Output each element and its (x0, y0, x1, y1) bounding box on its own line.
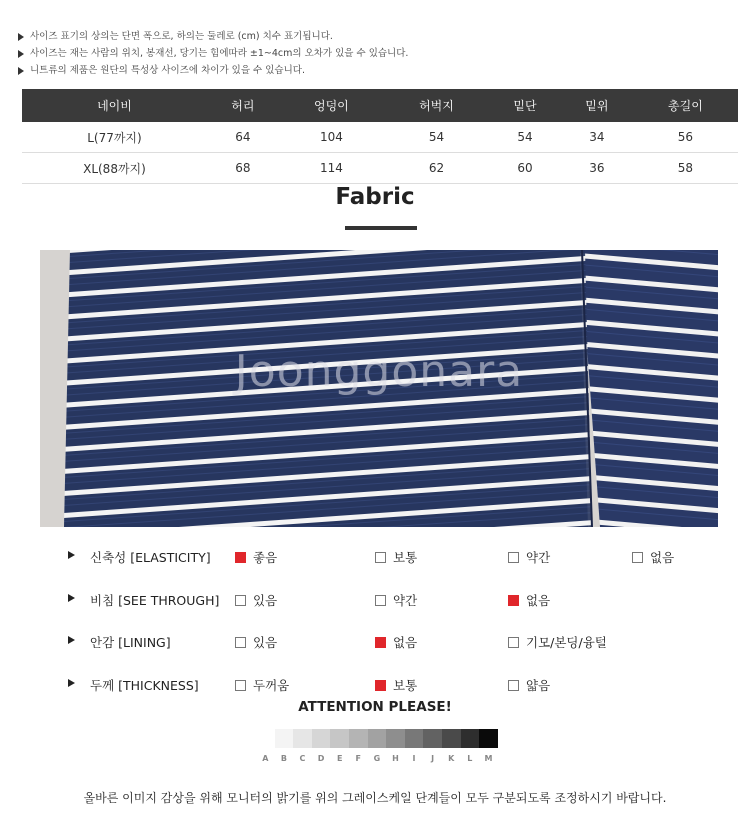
gray-letter: G (373, 754, 381, 763)
checkbox-icon (235, 595, 246, 606)
property-row (0, 674, 750, 694)
checked-box-icon (375, 680, 386, 691)
option-label: 보통 (393, 550, 418, 565)
option-label: 좋음 (253, 550, 278, 565)
table-cell: 114 (279, 153, 384, 184)
property-label: 신축성 [ELASTICITY] (90, 550, 211, 565)
table-cell: 62 (384, 153, 489, 184)
property-option (235, 591, 277, 609)
property-row (0, 589, 750, 609)
size-label: XL(88까지) (22, 153, 207, 184)
table-cell: 64 (207, 122, 279, 153)
fabric-photo (40, 250, 718, 527)
gray-swatch (386, 729, 405, 748)
property-option (375, 676, 417, 694)
property-option (375, 548, 417, 566)
property-option (375, 633, 417, 651)
gray-swatch (256, 729, 275, 748)
gray-swatch (349, 729, 368, 748)
size-table (22, 89, 738, 184)
property-option (235, 633, 277, 651)
property-option (235, 548, 277, 566)
gray-swatch (275, 729, 294, 748)
property-option (632, 548, 674, 566)
option-label: 약간 (526, 550, 551, 565)
table-row (22, 122, 738, 153)
table-cell: 54 (489, 122, 561, 153)
grayscale-strip (256, 729, 498, 748)
property-row (0, 631, 750, 651)
checked-box-icon (235, 552, 246, 563)
property-label: 비침 [SEE THROUGH] (90, 593, 220, 608)
arrow-icon (68, 594, 75, 602)
gray-letter: H (392, 754, 399, 763)
property-option (508, 633, 607, 651)
property-row (0, 546, 750, 566)
table-cell: 36 (561, 153, 633, 184)
gray-swatch (312, 729, 331, 748)
option-label: 있음 (253, 593, 278, 608)
note-item: 니트류의 제품은 원단의 특성상 사이즈에 차이가 있을 수 있습니다. (18, 62, 408, 79)
gray-letter: K (448, 754, 455, 763)
option-label: 두꺼움 (253, 678, 290, 693)
note-item: 사이즈는 재는 사람의 위치, 봉재선, 당기는 힘에따라 ±1~4cm의 오차가 있을 수 있습니다. (18, 45, 408, 62)
option-label: 없음 (393, 635, 418, 650)
column-header: 허리 (207, 89, 279, 122)
option-label: 보통 (393, 678, 418, 693)
property-option (375, 591, 417, 609)
watermark-text: Joonggonara (234, 346, 524, 397)
option-label: 얇음 (526, 678, 551, 693)
attention-heading: ATTENTION PLEASE! (298, 699, 452, 715)
gray-swatch (293, 729, 312, 748)
option-label: 없음 (650, 550, 675, 565)
gray-swatch (461, 729, 480, 748)
size-notes (18, 28, 408, 79)
gray-letter: F (355, 754, 361, 763)
property-option (508, 548, 550, 566)
grayscale-letters (256, 754, 498, 763)
checkbox-icon (375, 552, 386, 563)
gray-swatch (330, 729, 349, 748)
property-option (235, 676, 289, 694)
column-header: 밑단 (489, 89, 561, 122)
size-label: L(77까지) (22, 122, 207, 153)
option-label: 약간 (393, 593, 418, 608)
gray-letter: A (262, 754, 269, 763)
gray-swatch (442, 729, 461, 748)
table-cell: 104 (279, 122, 384, 153)
gray-letter: D (317, 754, 325, 763)
column-header: 네이비 (22, 89, 207, 122)
gray-swatch (368, 729, 387, 748)
checked-box-icon (508, 595, 519, 606)
checked-box-icon (375, 637, 386, 648)
bullet-icon (18, 67, 24, 75)
title-underline (345, 226, 417, 230)
table-cell: 34 (561, 122, 633, 153)
footer-note: 올바른 이미지 감상을 위해 모니터의 밝기를 위의 그레이스케일 단계들이 모두 구분되도록 조정하시기 바랍니다. (83, 791, 667, 805)
column-header: 엉덩이 (279, 89, 384, 122)
bullet-icon (18, 50, 24, 58)
arrow-icon (68, 679, 75, 687)
checkbox-icon (508, 637, 519, 648)
gray-letter: E (336, 754, 343, 763)
note-item: 사이즈 표기의 상의는 단면 폭으로, 하의는 둘레로 (cm) 치수 표기됩니다. (18, 28, 408, 45)
table-cell: 68 (207, 153, 279, 184)
gray-letter: B (280, 754, 287, 763)
gray-letter: M (484, 754, 493, 763)
gray-swatch (423, 729, 442, 748)
size-table-header (22, 89, 738, 122)
arrow-icon (68, 636, 75, 644)
checkbox-icon (375, 595, 386, 606)
checkbox-icon (632, 552, 643, 563)
column-header: 허벅지 (384, 89, 489, 122)
table-cell: 54 (384, 122, 489, 153)
option-label: 기모/본딩/융털 (526, 635, 607, 650)
fabric-title: Fabric (335, 184, 415, 210)
checkbox-icon (508, 552, 519, 563)
checkbox-icon (508, 680, 519, 691)
gray-letter: J (431, 754, 435, 763)
gray-letter: I (412, 754, 416, 763)
checkbox-icon (235, 680, 246, 691)
checkbox-icon (235, 637, 246, 648)
bullet-icon (18, 33, 24, 41)
table-row (22, 153, 738, 184)
arrow-icon (68, 551, 75, 559)
property-label: 안감 [LINING] (90, 635, 171, 650)
option-label: 있음 (253, 635, 278, 650)
option-label: 없음 (526, 593, 551, 608)
gray-letter: L (467, 754, 473, 763)
property-option (508, 591, 550, 609)
gray-letter: C (299, 754, 306, 763)
table-cell: 58 (633, 153, 738, 184)
column-header: 총길이 (633, 89, 738, 122)
table-cell: 56 (633, 122, 738, 153)
property-label: 두께 [THICKNESS] (90, 678, 199, 693)
column-header: 밑위 (561, 89, 633, 122)
gray-swatch (479, 729, 498, 748)
property-option (508, 676, 550, 694)
table-cell: 60 (489, 153, 561, 184)
gray-swatch (405, 729, 424, 748)
